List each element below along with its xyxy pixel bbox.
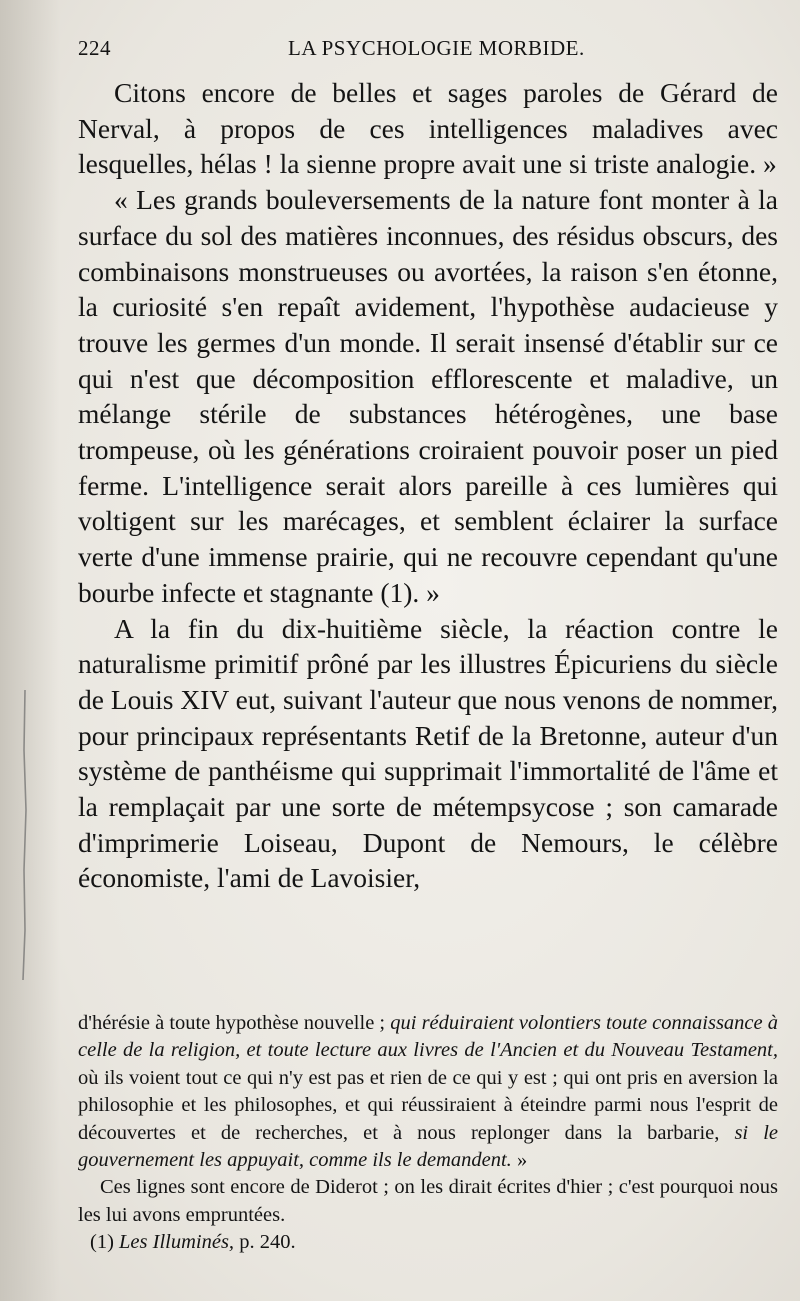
note-continued-diderot — [78, 1010, 778, 1174]
main-text — [78, 75, 778, 896]
page-number: 224 — [78, 36, 111, 60]
note-text: où ils voient tout ce qui n'y est pas et rien de ce qui y est ; qui ont pris en aversion la philosophie et les philosophes, et qui réussiraient à éteindre parmi nous l'esprit de découvertes et de recherches, et à nous replonger dans la barbarie, — [78, 1066, 778, 1144]
gutter-shadow — [0, 0, 60, 1301]
footnote — [78, 1229, 778, 1256]
footnote-page: p. 240. — [234, 1231, 296, 1254]
paragraph-nerval-intro: Citons encore de belles et sages paroles de Gérard de Nerval, à propos de ces intelligences maladives avec lesquelles, hélas ! la sienne propre avait une si triste analogie. » — [78, 77, 778, 180]
running-header — [70, 36, 780, 64]
notes-section — [78, 1010, 778, 1257]
footnote-title: Les Illuminés, — [119, 1231, 235, 1254]
note-text: d'hérésie à toute hypothèse nouvelle ; — [78, 1012, 391, 1034]
note-italic-text: qui réduiraient volontiers toute connaissance à celle de la religion, et toute lecture aux livres de l'Ancien et du Nouveau Testament, — [78, 1012, 778, 1062]
footnote-marker: (1) — [90, 1231, 120, 1254]
paragraph-nerval-quote: « Les grands bouleversements de la nature font monter à la surface du sol des matières inconnues, des résidus obscurs, des combinaisons monstrueuses ou avortées, la raison s'en étonne, la curiosité s'en repaît avidement, l'hypothèse audacieuse y trouve les germes d'un monde. Il serait insensé d'établir sur ce qui n'est que décomposition efflorescente et maladive, un mélange stérile de substances hétérogènes, une base trompeuse, où les générations croiraient pouvoir poser un pied ferme. L'intelligence serait alors pareille à ces lumières qui voltigent sur les marécages, et semblent éclairer la surface verte d'une immense prairie, qui ne recouvre cependant qu'une bourbe infecte et stagnante (1). » — [78, 184, 778, 608]
note-italic-text: si le gouvernement les appuyait, comme ils le demandent. — [78, 1121, 778, 1172]
note-text: » — [511, 1149, 528, 1172]
pencil-margin-mark — [22, 690, 28, 980]
running-title: LA PSYCHOLOGIE MORBIDE. — [288, 36, 585, 60]
note-paragraph: Ces lignes sont encore de Diderot ; on les dirait écrites d'hier ; c'est pourquoi nous les lui avons empruntées. — [78, 1176, 778, 1226]
paragraph-eighteenth-century: A la fin du dix-huitième siècle, la réaction contre le naturalisme primitif prôné par les illustres Épicuriens du siècle de Louis XIV eut, suivant l'auteur que nous venons de nommer, pour principaux représentants Retif de la Bretonne, auteur d'un système de panthéisme qui supprimait l'immortalité de l'âme et la remplaçait par une sorte de métempsycose ; son camarade d'imprimerie Loiseau, Dupont de Nemours, le célèbre économiste, l'ami de Lavoisier, — [78, 612, 778, 894]
